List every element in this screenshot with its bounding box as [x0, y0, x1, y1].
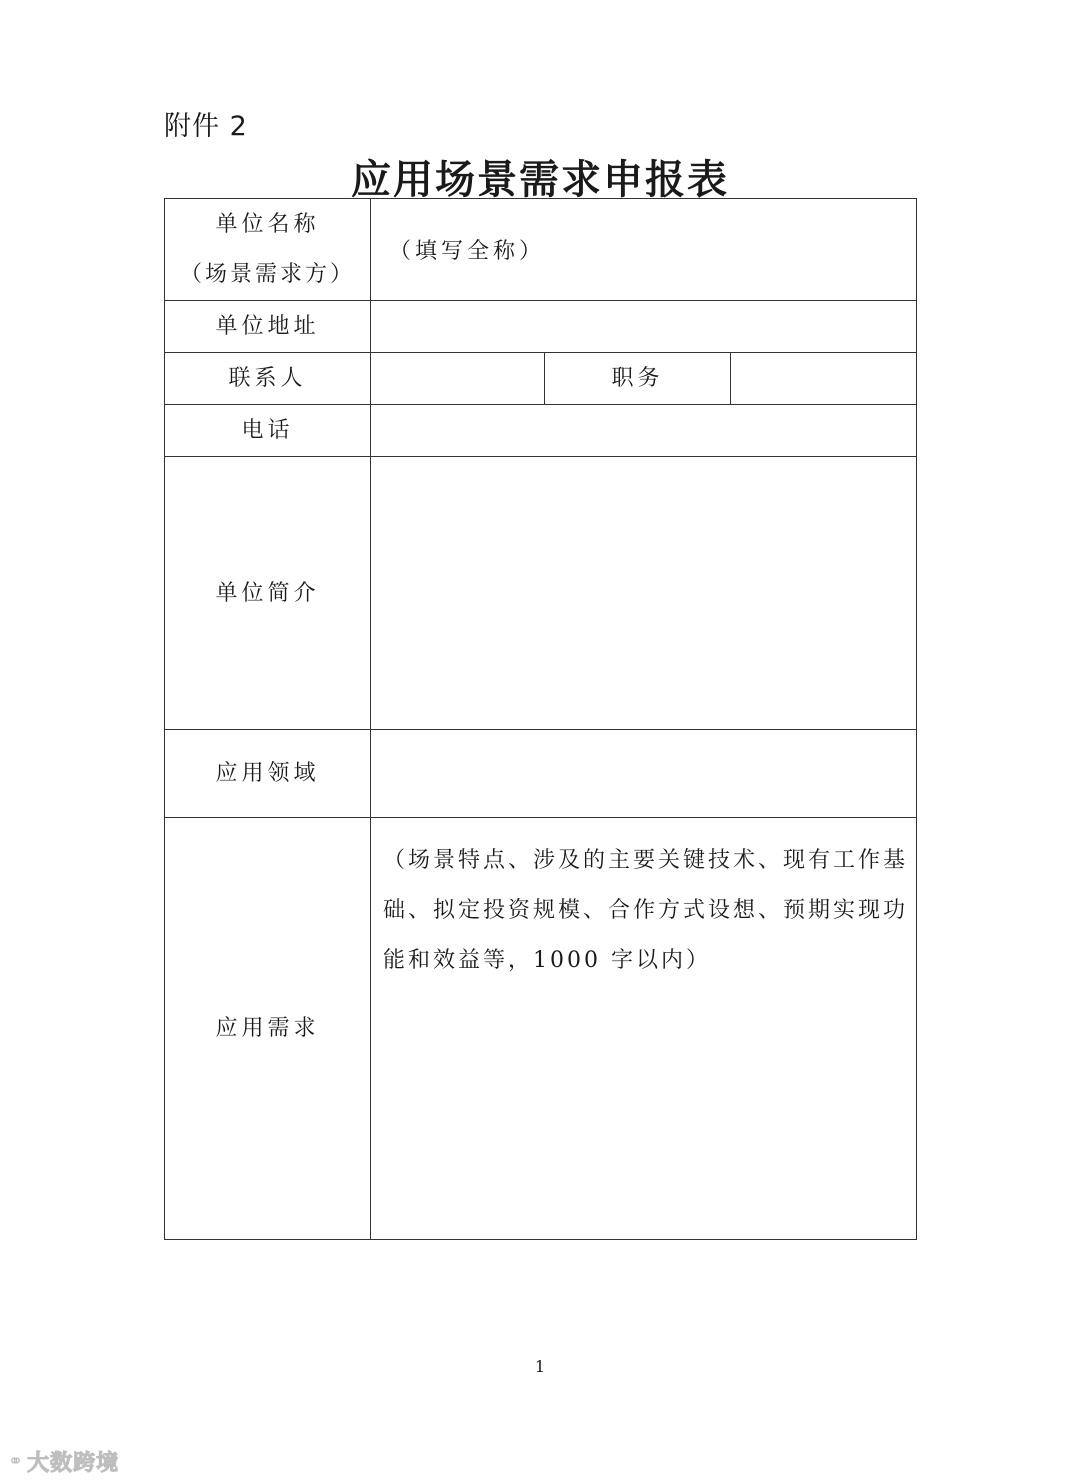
row-demand [165, 818, 917, 1240]
intro-label: 单位简介 [165, 457, 371, 730]
watermark [8, 1446, 119, 1477]
application-form-table [164, 198, 917, 1240]
field-label: 应用领域 [165, 730, 371, 818]
row-phone [165, 405, 917, 457]
demand-label: 应用需求 [165, 818, 371, 1240]
address-label: 单位地址 [165, 301, 371, 353]
page-number: 1 [534, 1357, 546, 1376]
demand-field[interactable] [371, 818, 917, 1240]
row-field [165, 730, 917, 818]
unit-name-field[interactable] [371, 199, 917, 301]
watermark-text: 大数跨境 [27, 1451, 120, 1476]
row-address [165, 301, 917, 353]
row-intro [165, 457, 917, 730]
row-contact [165, 353, 917, 405]
phone-label: 电话 [165, 405, 371, 457]
contact-label: 联系人 [165, 353, 371, 405]
attachment-label: 附件 2 [164, 111, 248, 142]
document-title: 应用场景需求申报表 [351, 156, 729, 203]
demand-hint: （场景特点、涉及的主要关键技术、现有工作基础、拟定投资规模、合作方式设想、预期实现功能和效益等，1000 字以内） [383, 848, 909, 973]
address-field[interactable] [371, 301, 917, 353]
row-unit-name [165, 199, 917, 301]
unit-name-label-line2: （场景需求方） [179, 261, 355, 287]
unit-name-label-line1: 单位名称 [215, 211, 320, 237]
intro-field[interactable] [371, 457, 917, 730]
watermark-logo-icon: ⚭ [8, 1451, 24, 1472]
unit-name-label [165, 199, 371, 301]
unit-name-hint: （填写全称） [389, 239, 546, 264]
position-label: 职务 [545, 353, 731, 405]
phone-field[interactable] [371, 405, 917, 457]
contact-field[interactable] [371, 353, 545, 405]
field-field[interactable] [371, 730, 917, 818]
position-field[interactable] [731, 353, 917, 405]
